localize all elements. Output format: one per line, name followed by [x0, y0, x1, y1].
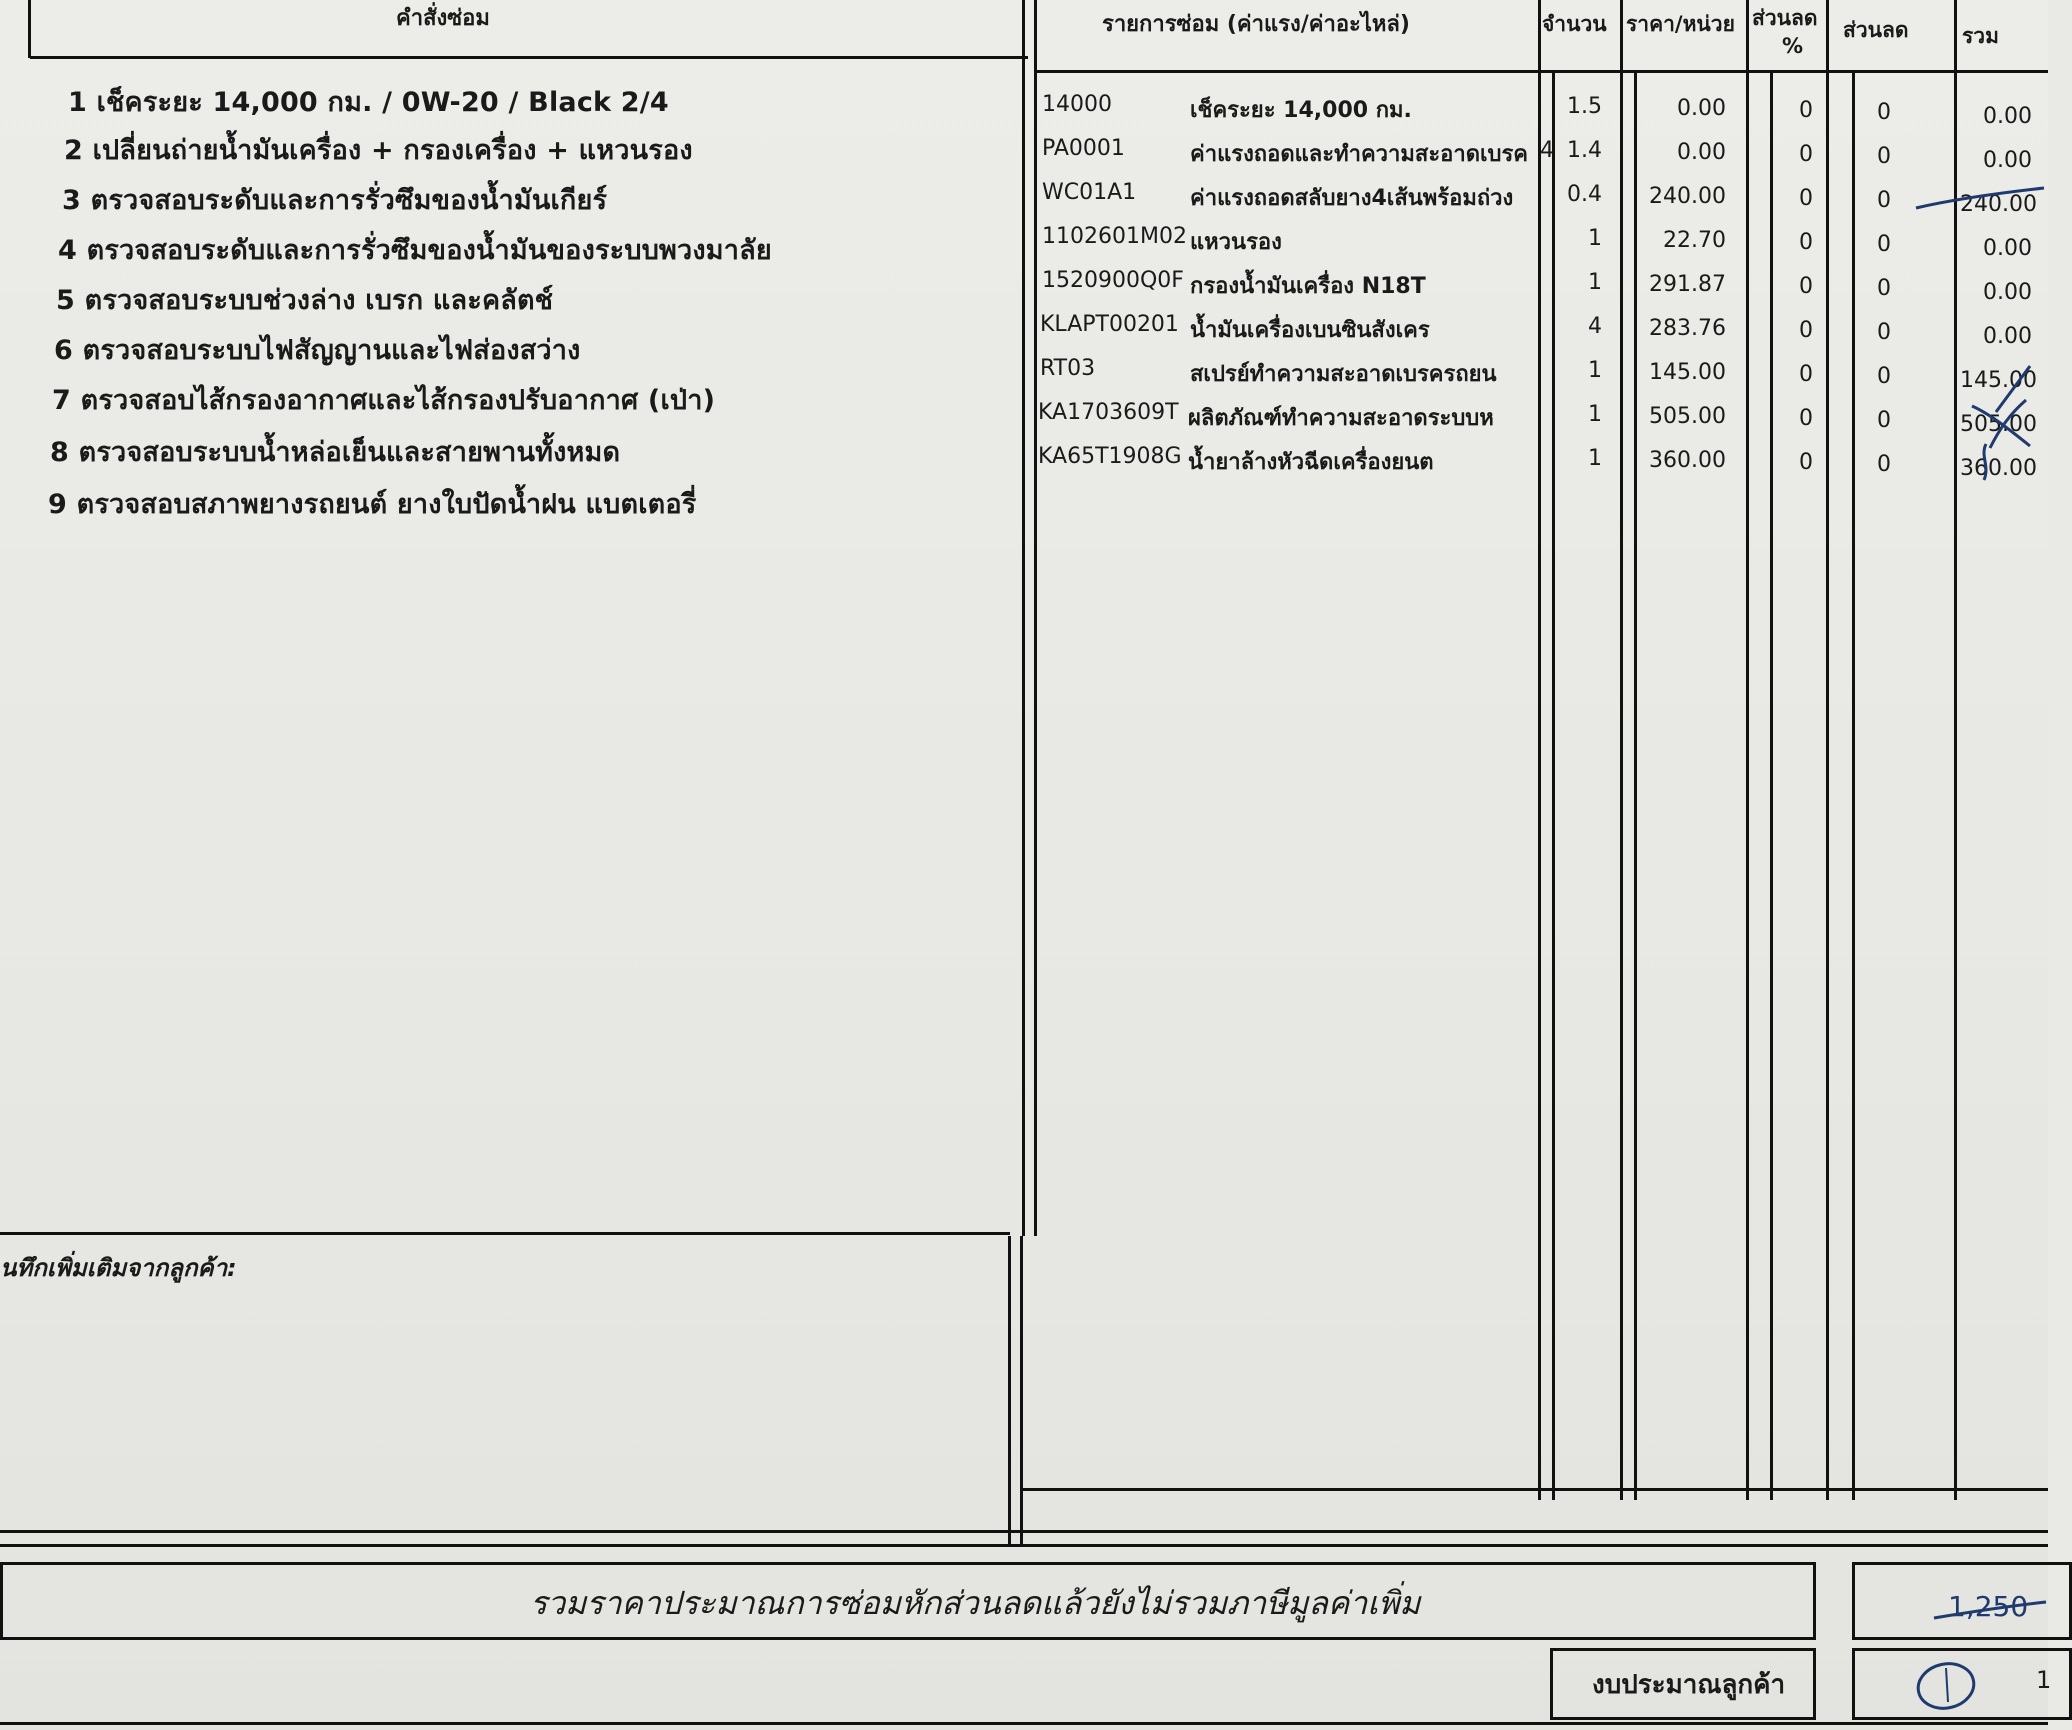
item-qty: 1: [1588, 358, 1602, 383]
order-line-6: 6 ตรวจสอบระบบไฟสัญญานและไฟส่องสว่าง: [54, 335, 581, 366]
item-disc-pct: 0: [1799, 186, 1813, 211]
item-code: 1102601M02: [1042, 224, 1187, 249]
item-note: 4: [1540, 138, 1554, 163]
item-total: 0.00: [1983, 236, 2032, 261]
item-qty: 1: [1588, 446, 1602, 471]
item-disc-pct: 0: [1799, 274, 1813, 299]
col-divider-total: [1954, 0, 1957, 1500]
col-divider-price: [1620, 0, 1623, 1500]
item-disc-pct: 0: [1799, 450, 1813, 475]
col-divider-discpct-b: [1770, 70, 1773, 1500]
item-price: 22.70: [1663, 228, 1726, 253]
customer-notes-label: นทึกเพิ่มเติมจากลูกค้า:: [0, 1254, 237, 1282]
item-total: 145.00: [1960, 368, 2037, 393]
item-disc: 0: [1877, 144, 1891, 169]
summary-label: รวมราคาประมาณการซ่อมหักส่วนลดแล้วยังไม่รวมภาษีมูลค่าเพิ่ม: [530, 1584, 1421, 1622]
item-price: 505.00: [1649, 404, 1726, 429]
item-desc: น้ำมันเครื่องเบนซินสังเคร: [1190, 318, 1430, 343]
handwritten-strike-total: [1930, 1596, 2048, 1624]
item-total: 505.00: [1960, 412, 2037, 437]
item-qty: 0.4: [1567, 182, 1602, 207]
item-price: 0.00: [1677, 96, 1726, 121]
item-disc: 0: [1877, 452, 1891, 477]
order-right-border: [1022, 0, 1025, 1236]
item-total: 0.00: [1983, 148, 2032, 173]
page-bottom-rule: [0, 1722, 2048, 1725]
handwritten-strike-240: [1910, 178, 2048, 218]
unit-price-column-header: ราคา/หน่วย: [1626, 12, 1735, 36]
col-divider-discpct: [1746, 0, 1749, 1500]
item-desc: เช็คระยะ 14,000 กม.: [1190, 98, 1412, 123]
item-disc-pct: 0: [1799, 230, 1813, 255]
item-price: 145.00: [1649, 360, 1726, 385]
item-code: RT03: [1040, 356, 1096, 381]
item-qty: 1: [1588, 270, 1602, 295]
items-column-header: รายการซ่อม (ค่าแรง/ค่าอะไหล่): [1102, 12, 1410, 37]
item-total: 240.00: [1960, 192, 2037, 217]
item-price: 291.87: [1649, 272, 1726, 297]
item-qty: 1.5: [1567, 94, 1602, 119]
item-total: 0.00: [1983, 280, 2032, 305]
summary-top-rule-2: [0, 1544, 2048, 1547]
item-desc: น้ำยาล้างหัวฉีดเครื่องยนต: [1188, 450, 1434, 475]
item-disc: 0: [1877, 408, 1891, 433]
order-header-rule: [30, 56, 1028, 59]
order-left-border: [28, 0, 31, 58]
item-qty: 1: [1588, 402, 1602, 427]
item-price: 240.00: [1649, 184, 1726, 209]
item-qty: 4: [1588, 314, 1602, 339]
budget-value: 1: [2036, 1666, 2052, 1694]
qty-column-header: จำนวน: [1542, 12, 1607, 36]
item-code: 14000: [1042, 92, 1112, 117]
item-desc: กรองน้ำมันเครื่อง N18T: [1190, 274, 1426, 299]
order-line-5: 5 ตรวจสอบระบบช่วงล่าง เบรก และคลัตช์: [56, 285, 554, 316]
item-disc: 0: [1877, 320, 1891, 345]
handwritten-mark-360: [1966, 440, 2006, 486]
notes-top-rule: [0, 1232, 1010, 1235]
item-desc: ผลิตภัณฑ์ทำความสะอาดระบบห: [1188, 406, 1494, 431]
order-line-4: 4 ตรวจสอบระดับและการรั่วซึมของน้ำมันของระบบพวงมาลัย: [58, 235, 772, 266]
item-code: KA65T1908G: [1038, 444, 1182, 469]
item-qty: 1: [1588, 226, 1602, 251]
total-column-header: รวม: [1962, 24, 1999, 48]
order-right-border-inner: [1008, 1236, 1011, 1546]
item-code: KA1703609T: [1038, 400, 1179, 425]
item-desc: สเปรย์ทำความสะอาดเบรครถยน: [1190, 362, 1497, 387]
discount-pct-column-header: ส่วนลด: [1752, 6, 1818, 30]
item-disc: 0: [1877, 100, 1891, 125]
item-disc: 0: [1877, 276, 1891, 301]
discount-pct-symbol: %: [1782, 34, 1804, 58]
item-disc-pct: 0: [1799, 362, 1813, 387]
item-price: 283.76: [1649, 316, 1726, 341]
item-disc: 0: [1877, 232, 1891, 257]
col-divider-disc-b: [1852, 70, 1855, 1500]
order-line-8: 8 ตรวจสอบระบบน้ำหล่อเย็นและสายพานทั้งหมด: [50, 437, 621, 468]
item-disc-pct: 0: [1799, 98, 1813, 123]
summary-top-rule: [0, 1530, 2048, 1533]
item-desc: แหวนรอง: [1190, 230, 1282, 255]
items-bottom-rule: [1020, 1488, 2048, 1491]
order-line-2: 2 เปลี่ยนถ่ายน้ำมันเครื่อง + กรองเครื่อง + แหวนรอง: [64, 135, 693, 166]
item-qty: 1.4: [1567, 138, 1602, 163]
items-left-border-lower: [1020, 1236, 1023, 1546]
order-line-9: 9 ตรวจสอบสภาพยางรถยนต์ ยางใบปัดน้ำฝน แบตเตอรี่: [48, 489, 697, 520]
order-column-header: คำสั่งซ่อม: [396, 6, 490, 31]
item-disc: 0: [1877, 364, 1891, 389]
item-price: 0.00: [1677, 140, 1726, 165]
discount-column-header: ส่วนลด: [1843, 18, 1909, 42]
item-total: 0.00: [1983, 324, 2032, 349]
handwritten-circle-budget: [1912, 1656, 1982, 1714]
order-line-1: 1 เช็คระยะ 14,000 กม. / 0W-20 / Black 2/4: [68, 87, 669, 118]
item-price: 360.00: [1649, 448, 1726, 473]
item-disc-pct: 0: [1799, 406, 1813, 431]
col-divider-price-b: [1634, 70, 1637, 1500]
item-desc: ค่าแรงถอดและทำความสะอาดเบรค: [1190, 142, 1529, 167]
item-total: 360.00: [1960, 456, 2037, 481]
budget-label: งบประมาณลูกค้า: [1592, 1670, 1786, 1700]
order-line-3: 3 ตรวจสอบระดับและการรั่วซึมของน้ำมันเกียร์: [62, 185, 608, 216]
item-code: 1520900Q0F: [1042, 268, 1184, 293]
col-divider-disc: [1826, 0, 1829, 1500]
item-disc-pct: 0: [1799, 142, 1813, 167]
item-total: 0.00: [1983, 104, 2032, 129]
item-code: PA0001: [1042, 136, 1125, 161]
item-desc: ค่าแรงถอดสลับยาง4เส้นพร้อมถ่วง: [1190, 186, 1514, 211]
col-divider-qty: [1538, 0, 1541, 1500]
order-line-7: 7 ตรวจสอบไส้กรองอากาศและไส้กรองปรับอากาศ (เป่า): [52, 385, 716, 416]
item-disc: 0: [1877, 188, 1891, 213]
summary-value: 1,250: [1948, 1590, 2029, 1623]
item-disc-pct: 0: [1799, 318, 1813, 343]
item-code: WC01A1: [1042, 180, 1137, 205]
items-left-border: [1034, 0, 1037, 1236]
item-code: KLAPT00201: [1040, 312, 1179, 337]
items-header-rule: [1034, 70, 2048, 73]
